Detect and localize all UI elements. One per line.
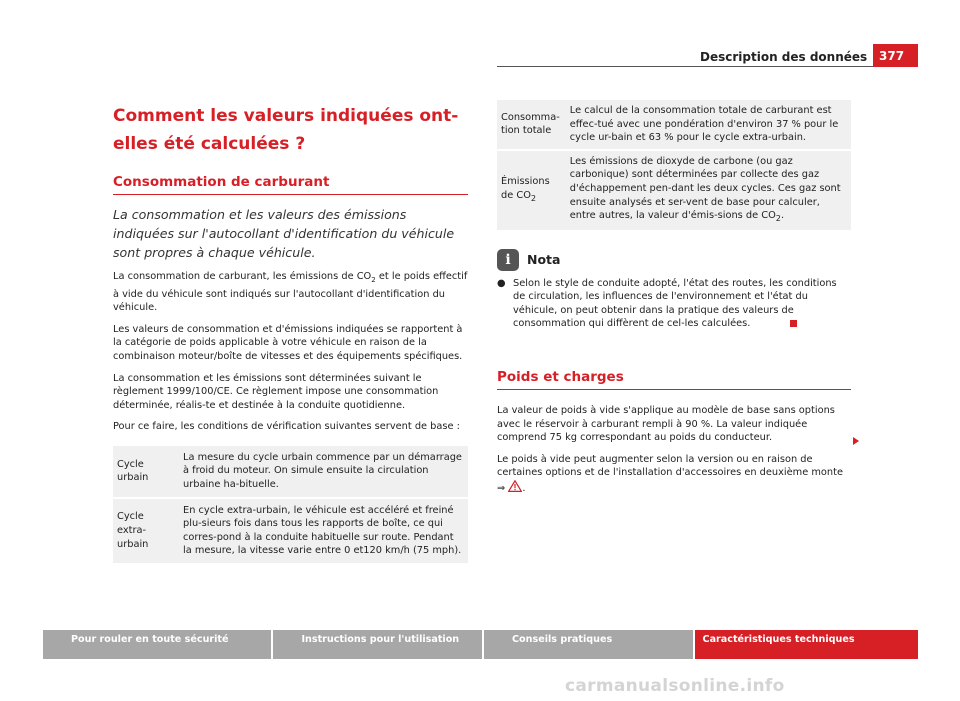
paragraph-1: La consommation de carburant, les émissions de $CO_2$ et le poids effectif à vide du véhicule sont indiqués sur l'autocollant d'identification du véhicule. xyxy=(113,271,468,314)
section-title-weights: Poids et charges xyxy=(497,369,624,386)
paragraph-4: Pour ce faire, les conditions de vérification suivantes servent de base : xyxy=(113,421,460,433)
watermark: carmanualsonline.info xyxy=(565,676,785,696)
left-column xyxy=(113,102,468,563)
subtitle-fuel-consumption: Consommation de carburant xyxy=(113,174,330,190)
row-text-urban-cycle: La mesure du cycle urbain commence par un démarrage à froid du moteur. On simule ensuite la circulation urbaine ha-bituelle. xyxy=(179,446,468,498)
note-body xyxy=(497,277,851,331)
warning-icon[interactable] xyxy=(508,480,522,492)
table-row xyxy=(113,498,468,563)
row-label-co2-emissions: Émissions de $CO_2$ xyxy=(497,150,565,230)
intro-paragraph: La consommation et les valeurs des émissions indiquées sur l'autocollant d'identification du véhicule sont propres à chaque véhicule. xyxy=(113,207,455,260)
row-text-extra-urban-cycle: En cycle extra-urbain, le véhicule est accéléré et freiné plu-sieurs fois dans tous les rapports de boîte, ce qui corres-pond à la conduite habituelle sur route. Pendant la mesure, la vitesse varie entre 0 et120 km/h (75 mph). xyxy=(179,498,468,563)
weights-title-wrap xyxy=(497,369,851,390)
header-rule xyxy=(497,66,873,67)
row-text-total-consumption: Le calcul de la consommation totale de carburant est effec-tué avec une pondération d'environ 37 % pour le cycle ur-bain et 63 % pour le cycle extra-urbain. xyxy=(565,100,851,150)
footer-tab-practical-tips[interactable]: Conseils pratiques xyxy=(484,630,693,659)
bullet-icon: ● xyxy=(497,277,506,289)
continue-arrow-icon xyxy=(853,437,859,445)
table-row xyxy=(497,150,851,230)
info-icon: i xyxy=(497,249,519,271)
row-label-extra-urban-cycle: Cycle extra-urbain xyxy=(113,498,179,563)
end-of-section-mark xyxy=(790,320,797,327)
weights-paragraph-2: Le poids à vide peut augmenter selon la version ou en raison de certaines options et de l'installation d'accessoires en deuxième monte ⇒ . xyxy=(497,453,843,495)
weights-paragraph-1: La valeur de poids à vide s'applique au modèle de base sans options avec le réservoir à carburant rempli à 90 %. La valeur indiquée comprend 75 kg correspondant au poids du conducteur. xyxy=(497,405,835,444)
table-row xyxy=(497,100,851,150)
paragraph-2: Les valeurs de consommation et d'émissions indiquées se rapportent à la catégorie de poids applicable à votre véhicule en raison de la combinaison moteur/boîte de vitesses et des équipements spécifiques. xyxy=(113,323,463,362)
right-column xyxy=(497,100,851,496)
row-text-co2-emissions: Les émissions de dioxyde de carbone (ou gaz carbonique) sont déterminées par collecte des gaz d'échappement pen-dant les deux cycles. Ces gaz sont ensuite analysés et ser-vent de base pour calculer, entre autres, la valeur d'émis-sions de $CO_2$. xyxy=(565,150,851,230)
footer-tab-safety[interactable]: Pour rouler en toute sécurité xyxy=(43,630,271,659)
row-label-urban-cycle: Cycle urbain xyxy=(113,446,179,498)
paragraph-3: La consommation et les émissions sont déterminées suivant le règlement 1999/100/CE. Ce règlement impose une consommation déterminée, réalis-te et destinée à la conduite quotidienne. xyxy=(113,372,439,411)
note-title: Nota xyxy=(527,252,561,268)
subtitle-wrap xyxy=(113,174,468,195)
footer-tab-technical-specs[interactable]: Caractéristiques techniques xyxy=(695,630,918,659)
test-conditions-table xyxy=(113,446,468,563)
footer-tab-instructions[interactable]: Instructions pour l'utilisation xyxy=(273,630,482,659)
totals-table xyxy=(497,100,851,230)
header-section-title: Description des données xyxy=(700,50,868,64)
note-header xyxy=(497,249,851,271)
row-label-total-consumption: Consomma-tion totale xyxy=(497,100,565,150)
page-number: 377 xyxy=(873,44,918,67)
table-row xyxy=(113,446,468,498)
note-text: Selon le style de conduite adopté, l'état des routes, les conditions de circulation, les influences de l'environnement et l'état du véhicule, on peut obtenir dans la pratique des valeurs de consommation qui diffèrent de cel-les calculées. xyxy=(513,277,837,330)
page-title: Comment les valeurs indiquées ont-elles été calculées ? xyxy=(113,106,459,154)
footer-nav xyxy=(43,630,918,659)
